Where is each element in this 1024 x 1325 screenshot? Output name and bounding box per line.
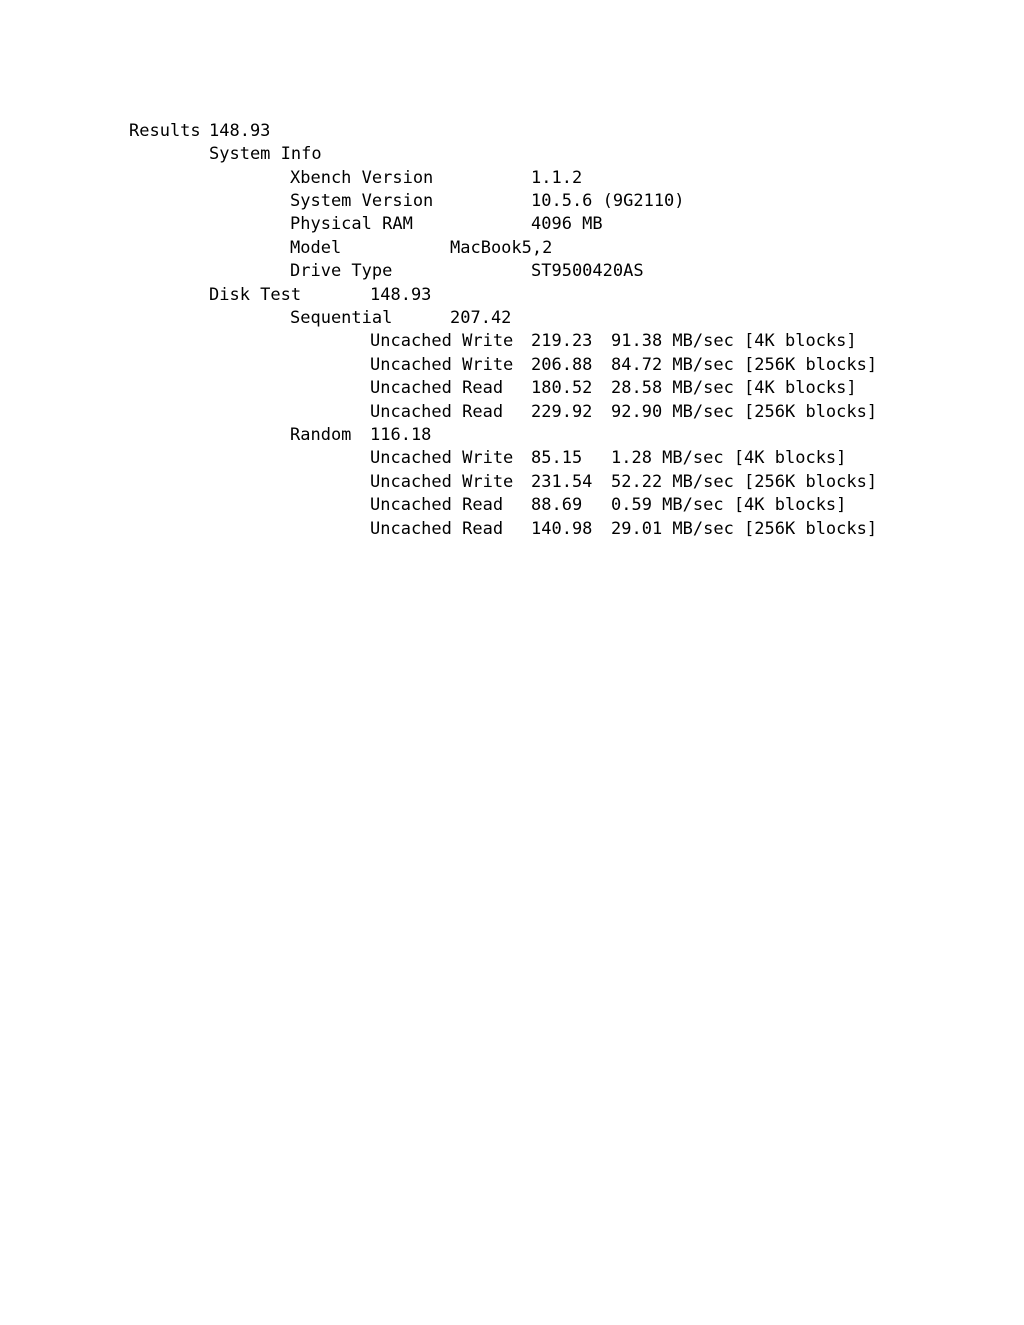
rand-row-detail: 29.01 MB/sec [256K blocks]	[611, 519, 878, 539]
xbench-version-label: Xbench Version	[290, 168, 434, 188]
seq-row-detail: 91.38 MB/sec [4K blocks]	[611, 331, 857, 351]
rand-row-detail: 52.22 MB/sec [256K blocks]	[611, 472, 878, 492]
seq-row-detail: 92.90 MB/sec [256K blocks]	[611, 402, 878, 422]
random-label: Random	[290, 425, 352, 445]
xbench-version-value: 1.1.2	[531, 168, 583, 188]
drive-type-label: Drive Type	[290, 261, 393, 281]
seq-row-name: Uncached Read	[370, 402, 504, 422]
seq-row-name: Uncached Write	[370, 355, 514, 375]
seq-row-detail: 28.58 MB/sec [4K blocks]	[611, 378, 857, 398]
system-version-value: 10.5.6 (9G2110)	[531, 191, 685, 211]
rand-row-name: Uncached Read	[370, 519, 504, 539]
system-version-label: System Version	[290, 191, 434, 211]
rand-row-detail: 0.59 MB/sec [4K blocks]	[611, 495, 847, 515]
rand-row-name: Uncached Read	[370, 495, 504, 515]
rand-row-name: Uncached Write	[370, 448, 514, 468]
sequential-score: 207.42	[450, 308, 512, 328]
rand-row-score: 140.98	[531, 519, 593, 539]
rand-row-name: Uncached Write	[370, 472, 514, 492]
seq-row-score: 219.23	[531, 331, 593, 351]
model-value: MacBook5,2	[450, 238, 553, 258]
seq-row-name: Uncached Read	[370, 378, 504, 398]
model-label: Model	[290, 238, 342, 258]
rand-row-score: 231.54	[531, 472, 593, 492]
rand-row-score: 88.69	[531, 495, 583, 515]
random-score: 116.18	[370, 425, 432, 445]
results-score: 148.93	[209, 121, 271, 141]
disk-test-score: 148.93	[370, 285, 432, 305]
rand-row-detail: 1.28 MB/sec [4K blocks]	[611, 448, 847, 468]
seq-row-name: Uncached Write	[370, 331, 514, 351]
system-info-heading: System Info	[209, 144, 322, 164]
rand-row-score: 85.15	[531, 448, 583, 468]
seq-row-detail: 84.72 MB/sec [256K blocks]	[611, 355, 878, 375]
physical-ram-value: 4096 MB	[531, 214, 603, 234]
physical-ram-label: Physical RAM	[290, 214, 413, 234]
seq-row-score: 206.88	[531, 355, 593, 375]
results-label: Results	[129, 121, 201, 141]
disk-test-label: Disk Test	[209, 285, 302, 305]
seq-row-score: 180.52	[531, 378, 593, 398]
sequential-label: Sequential	[290, 308, 393, 328]
drive-type-value: ST9500420AS	[531, 261, 644, 281]
seq-row-score: 229.92	[531, 402, 593, 422]
